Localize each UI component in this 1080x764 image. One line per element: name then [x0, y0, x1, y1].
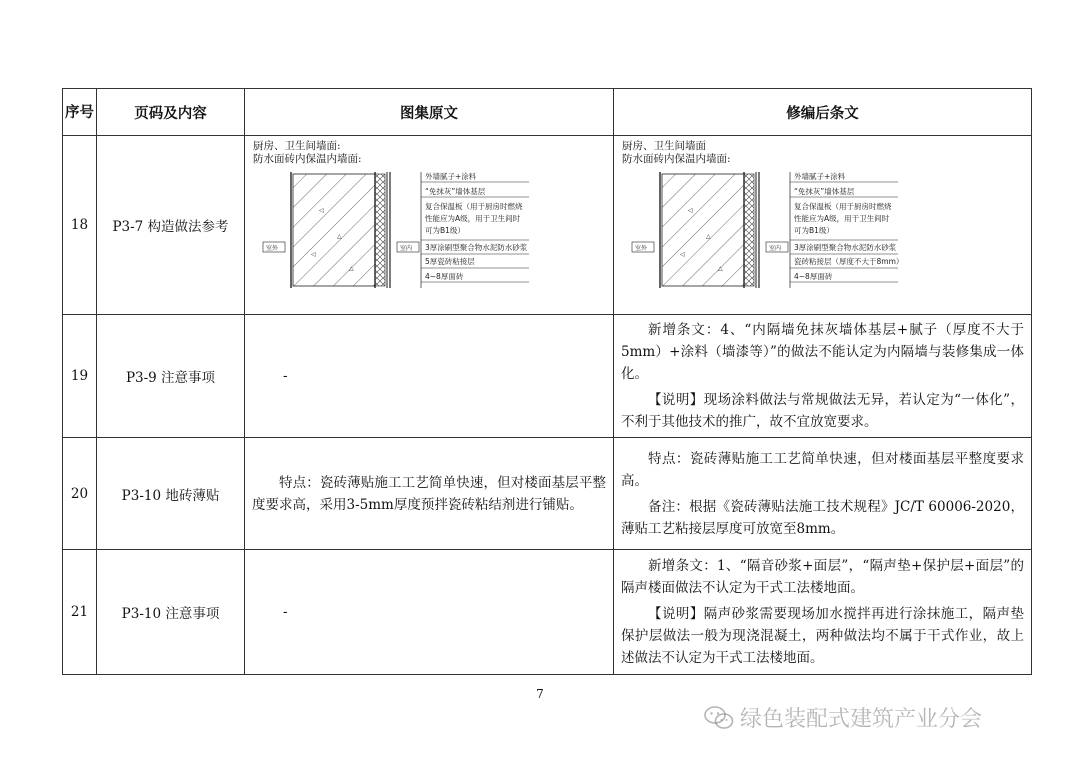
table-row	[63, 550, 1032, 675]
layer-label: “免抹灰”墙体基层	[794, 187, 855, 196]
header-row	[63, 89, 1032, 136]
wall-section-diagram	[620, 170, 920, 298]
row-seq: 19	[63, 315, 97, 438]
layer-label: 4~8厚面砖	[794, 272, 833, 281]
wechat-icon	[704, 705, 734, 731]
layer-label: 3厚涂刷型聚合物水泥防水砂浆	[794, 243, 897, 252]
revised-note: 【说明】隔声砂浆需要现场加水搅拌再进行涂抹施工，隔声垫保护层做法一般为现浇混凝土，两种做法均不属于干式作业，故上述做法不认定为干式工法楼地面。	[621, 606, 1024, 666]
table-row	[63, 315, 1032, 438]
original-text-cell	[245, 438, 614, 550]
layer-label: 复合保温板（用于厨房时燃烧	[794, 202, 892, 211]
table-row	[63, 136, 1032, 315]
wall-base	[293, 174, 375, 286]
row-page: P3-9 注意事项	[97, 315, 245, 438]
revised-text-cell	[614, 550, 1032, 675]
insulation-layer	[375, 174, 385, 286]
revised-note: 【说明】现场涂料做法与常规做法无异，若认定为“一体化”，不利于其他技术的推广，故不宜放宽要求。	[621, 392, 1024, 430]
row-seq: 20	[63, 438, 97, 550]
room-label: 室外	[266, 245, 279, 252]
table-row	[63, 438, 1032, 550]
header-revised: 修编后条文	[614, 89, 1032, 136]
room-label: 室外	[635, 245, 648, 252]
figure-caption: 厨房、卫生间墙面	[622, 140, 706, 152]
original-text: -	[245, 550, 614, 675]
layer-label: 瓷砖粘接层（厚度不大于8mm）	[794, 257, 904, 266]
figure-caption: 防水面砖内保温内墙面:	[253, 153, 362, 165]
room-label: 室内	[769, 245, 782, 252]
original-figure-cell	[245, 136, 614, 315]
revised-figure-cell	[614, 136, 1032, 315]
revised-text-cell	[614, 315, 1032, 438]
wall-base	[662, 174, 744, 286]
content-table	[62, 88, 1032, 675]
wall-section-diagram	[251, 170, 551, 298]
svg-text:◁: ◁	[680, 251, 685, 258]
svg-text:◁: ◁	[319, 207, 324, 214]
row-page: P3-7 构造做法参考	[97, 136, 245, 315]
layer-label: 4~8厚面砖	[425, 272, 464, 281]
figure-caption: 厨房、卫生间墙面:	[253, 140, 341, 152]
svg-text:△: △	[337, 233, 342, 240]
row-seq: 21	[63, 550, 97, 675]
revised-paragraph: 新增条文：4、“内隔墙免抹灰墙体基层+腻子（厚度不大于5mm）+涂料（墙漆等）”的做法不能认定为内隔墙与装修集成一体化。	[621, 322, 1024, 382]
insulation-layer	[744, 174, 754, 286]
revised-paragraph: 特点：瓷砖薄贴施工工艺简单快速，但对楼面基层平整度要求高。	[621, 450, 1024, 489]
header-page: 页码及内容	[97, 89, 245, 136]
svg-text:◁: ◁	[688, 207, 693, 214]
layer-label: 可为B1级）	[425, 226, 465, 235]
svg-text:◁: ◁	[311, 251, 316, 258]
layer-label: 外墙腻子+涂料	[425, 172, 477, 181]
room-label: 室内	[400, 245, 413, 252]
revised-text-cell	[614, 438, 1032, 550]
header-seq: 序号	[63, 89, 97, 136]
row-page: P3-10 地砖薄贴	[97, 438, 245, 550]
header-original: 图集原文	[245, 89, 614, 136]
revised-note: 备注：根据《瓷砖薄贴法施工技术规程》JC/T 60006-2020，薄贴工艺粘接层厚度可放宽至8mm。	[621, 498, 1024, 537]
revised-paragraph: 新增条文：1、“隔音砂浆+面层”，“隔声垫+保护层+面层”的隔声楼面做法不认定为干式工法楼地面。	[621, 558, 1024, 596]
row-page: P3-10 注意事项	[97, 550, 245, 675]
layer-label: 外墙腻子+涂料	[794, 172, 846, 181]
original-paragraph: 特点：瓷砖薄贴施工工艺简单快速，但对楼面基层平整度要求高，采用3-5mm厚度预拌瓷砖粘结剂进行铺贴。	[252, 474, 606, 513]
watermark-text: 绿色装配式建筑产业分会	[740, 707, 983, 732]
svg-text:△: △	[718, 265, 723, 272]
layer-label: 3厚涂刷型聚合物水泥防水砂浆	[425, 243, 528, 252]
row-seq: 18	[63, 136, 97, 315]
svg-text:△: △	[349, 265, 354, 272]
layer-label: 复合保温板（用于厨房时燃烧	[425, 202, 523, 211]
figure-caption: 防水面砖内保温内墙面:	[622, 153, 731, 165]
original-text: -	[245, 315, 614, 438]
layer-label: 性能应为A级，用于卫生间时	[794, 214, 890, 223]
page-number: 7	[536, 687, 544, 701]
svg-text:△: △	[706, 233, 711, 240]
layer-label: 性能应为A级，用于卫生间时	[425, 214, 521, 223]
layer-label: 可为B1级）	[794, 226, 834, 235]
layer-label: 5厚瓷砖粘接层	[425, 257, 475, 266]
layer-label: “免抹灰”墙体基层	[425, 187, 486, 196]
watermark	[704, 702, 982, 733]
